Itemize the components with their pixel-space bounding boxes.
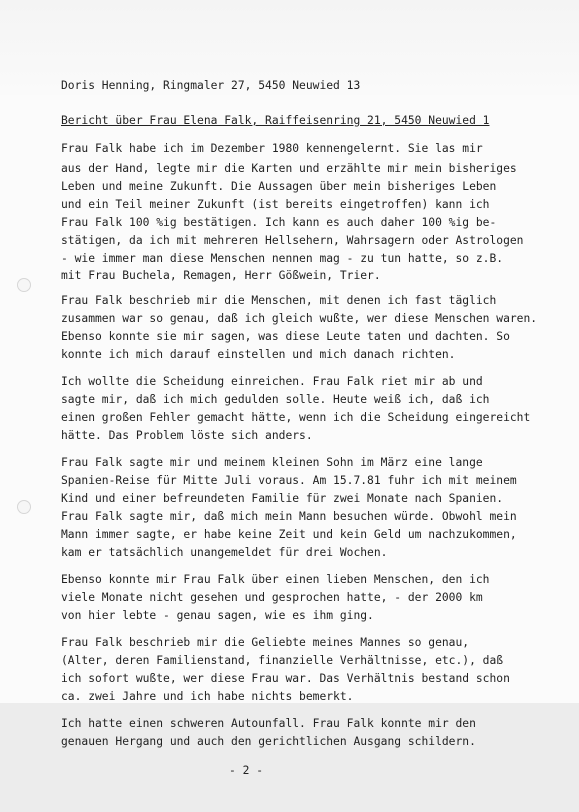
text-line: sagte mir, daß ich mich gedulden solle. Heute weiß ich, daß ich [61,393,490,406]
punch-hole-mark [17,500,31,514]
text-line: Frau Falk 100 %ig bestätigen. Ich kann es auch daher 100 %ig be- [61,216,497,229]
text-line: Frau Falk beschrieb mir die Menschen, mit denen ich fast täglich [61,294,497,307]
text-line: stätigen, da ich mit mehreren Hellsehern, Wahrsagern oder Astrologen [61,234,524,247]
punch-hole-mark [17,278,31,292]
text-line: Frau Falk sagte mir, daß mich mein Mann besuchen würde. Obwohl mein [61,510,517,523]
text-line: aus der Hand, legte mir die Karten und erzählte mir mein bisheriges [61,162,517,175]
text-line: genauen Hergang und auch den gerichtlichen Ausgang schildern. [61,735,476,748]
text-line: und ein Teil meiner Zukunft (ist bereits eingetroffen) kann ich [61,198,490,211]
text-line: Kind und einer befreundeten Familie für zwei Monate nach Spanien. [61,492,504,505]
text-line: von hier lebte - genau sagen, wie es ihm ging. [61,609,374,622]
sender-line: Doris Henning, Ringmaler 27, 5450 Neuwied 13 [61,79,361,92]
text-line: viele Monate nicht gesehen und gesprochen hatte, - der 2000 km [61,591,483,604]
text-line: Leben und meine Zukunft. Die Aussagen über mein bisheriges Leben [61,180,497,193]
text-line: mit Frau Buchela, Remagen, Herr Gößwein, Trier. [61,269,381,282]
text-line: ich sofort wußte, wer diese Frau war. Das Verhältnis bestand schon [61,672,510,685]
text-line: Ich wollte die Scheidung einreichen. Frau Falk riet mir ab und [61,375,483,388]
text-line: Mann immer sagte, er habe keine Zeit und kein Geld um nachzukommen, [61,528,517,541]
text-line: ca. zwei Jahre und ich habe nichts bemerkt. [61,690,354,703]
text-line: Ebenso konnte mir Frau Falk über einen lieben Menschen, den ich [61,573,490,586]
text-line: Spanien-Reise für Mitte Juli voraus. Am 15.7.81 fuhr ich mit meinem [61,474,517,487]
text-line: hätte. Das Problem löste sich anders. [61,429,313,442]
text-line: kam er tatsächlich unangemeldet für drei Wochen. [61,546,388,559]
text-line: Frau Falk sagte mir und meinem kleinen Sohn im März eine lange [61,456,483,469]
text-line: Ebenso konnte sie mir sagen, was diese Leute taten und dachten. So [61,330,510,343]
text-line: einen großen Fehler gemacht hätte, wenn ich die Scheidung eingereicht [61,411,531,424]
text-line: konnte ich mich darauf einstellen und mich danach richten. [61,348,456,361]
text-line: (Alter, deren Familienstand, finanzielle Verhältnisse, etc.), daß [61,654,504,667]
text-line: Frau Falk habe ich im Dezember 1980 kennengelernt. Sie las mir [61,142,483,155]
text-line: zusammen war so genau, daß ich gleich wußte, wer diese Menschen waren. [61,312,538,325]
text-line: - wie immer man diese Menschen nennen mag - zu tun hatte, so z.B. [61,252,504,265]
page-number: - 2 - [229,764,264,777]
text-line: Frau Falk beschrieb mir die Geliebte meines Mannes so genau, [61,636,470,649]
subject-line: Bericht über Frau Elena Falk, Raiffeisenring 21, 5450 Neuwied 1 [61,114,490,127]
text-line: Ich hatte einen schweren Autounfall. Frau Falk konnte mir den [61,717,476,730]
